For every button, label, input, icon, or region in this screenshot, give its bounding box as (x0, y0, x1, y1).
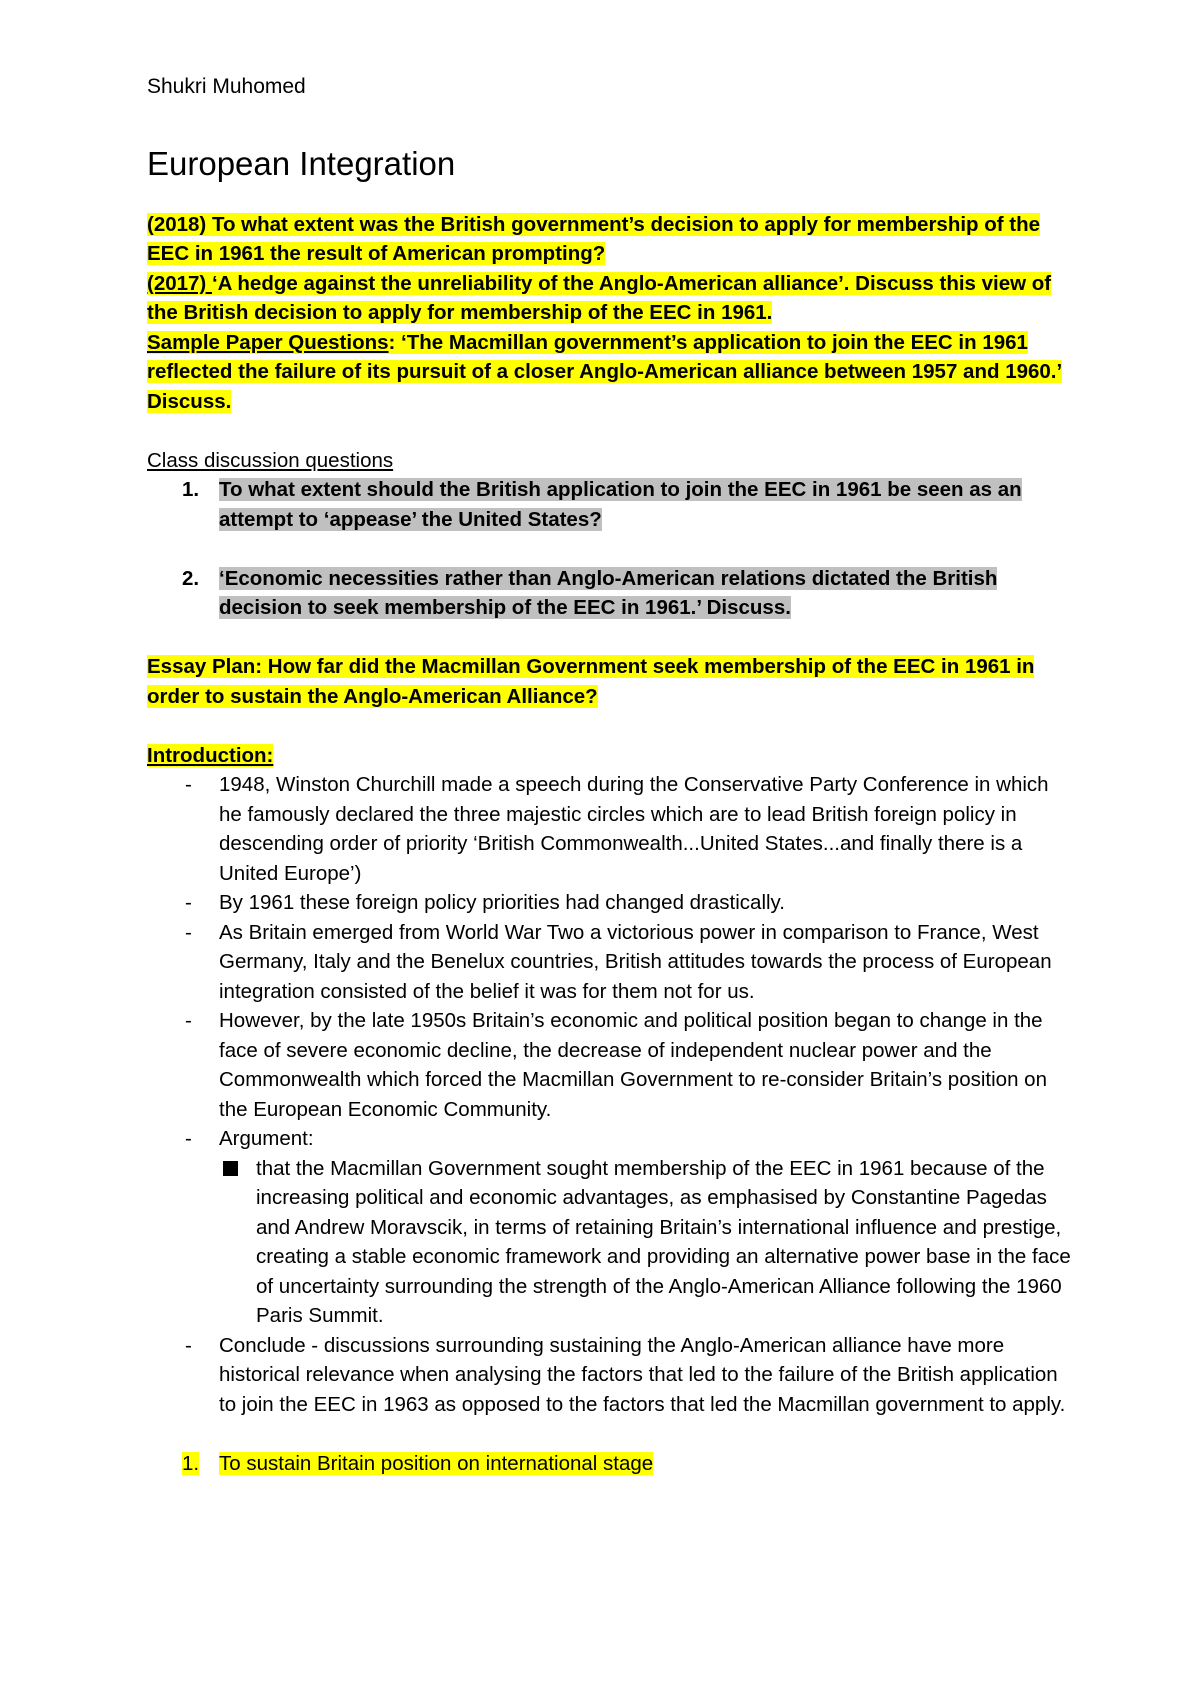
argument-text: that the Macmillan Government sought membership of the EEC in 1961 because of the increasing political and economic advantages, as emphasised by Constantine Pagedas and Andrew Moravscik, in terms of retaining Britain’s international influence and prestige, creating a stable economic framework and providing an alternative power base in the face of uncertainty surrounding the strength of the Anglo-American Alliance following the 1960 Paris Summit. (256, 1156, 1071, 1327)
bullet-dash: - (185, 1333, 192, 1357)
sample-paper-text: : ‘The Macmillan government’s application to join the EEC in 1961 reflected the failure of its pursuit of a closer Anglo-American alliance between 1957 and 1960.’ Discuss. (147, 330, 1063, 413)
sample-paper-tag: Sample Paper Questions (147, 330, 389, 354)
q2017-text: ‘A hedge against the unreliability of the Anglo-American alliance’. Discuss this view of the British decision to apply for membership of the EEC in 1961. (147, 271, 1052, 324)
bullet-dash: - (185, 1009, 192, 1032)
discussion-item (147, 564, 1077, 623)
q2018-text: To what extent was the British government’s decision to apply for membership of the EEC in 1961 the result of American prompting? (147, 212, 1041, 265)
section-number: 1. (182, 1451, 200, 1475)
bullet-text: By 1961 these foreign policy priorities had changed drastically. (219, 891, 785, 914)
list-item (147, 1006, 1077, 1124)
section-title: To sustain Britain position on international stage (219, 1451, 654, 1475)
exam-questions (147, 210, 1077, 417)
essay-plan: Essay Plan: How far did the Macmillan Government seek membership of the EEC in 1961 in order to sustain the Anglo-American Alliance? (147, 655, 1035, 708)
document-page (147, 72, 1077, 1478)
bullet-dash: - (185, 1127, 192, 1150)
list-item (147, 770, 1077, 888)
discussion-text: ‘Economic necessities rather than Anglo-American relations dictated the British decision to seek membership of the EEC in 1961.’ Discuss. (219, 566, 998, 619)
list-item (147, 1331, 1077, 1420)
bullet-dash: - (185, 773, 192, 796)
q2017-tag: (2017) (147, 271, 212, 295)
list-item (147, 1124, 1077, 1154)
list-item (147, 918, 1077, 1007)
square-bullet-icon (223, 1161, 238, 1176)
bullet-text: Argument: (219, 1127, 314, 1150)
section-heading (147, 1449, 1077, 1479)
discussion-item (147, 475, 1077, 534)
class-discussion-heading: Class discussion questions (147, 448, 394, 472)
discussion-number: 1. (182, 478, 200, 501)
list-item (147, 1154, 1077, 1331)
introduction-heading: Introduction: (147, 743, 274, 767)
bullet-text: However, by the late 1950s Britain’s economic and political position began to change in the face of severe economic decline, the decrease of independent nuclear power and the Commonwealth which forced the Macmillan Government to re-consider Britain’s position on the European Economic Community. (219, 1009, 1047, 1121)
bullet-dash: - (185, 891, 192, 914)
document-title: European Integration (147, 144, 456, 182)
bullet-text: 1948, Winston Churchill made a speech during the Conservative Party Conference in which he famously declared the three majestic circles which are to lead British foreign policy in descending order of priority ‘British Commonwealth...United States...and finally there is a United Europe’) (219, 773, 1049, 885)
list-item (147, 888, 1077, 918)
conclude-text: Conclude - discussions surrounding sustaining the Anglo-American alliance have more historical relevance when analysing the factors that led to the failure of the British application to join the EEC in 1963 as opposed to the factors that led the Macmillan government to apply. (219, 1333, 1066, 1416)
q2018-tag: (2018) (147, 212, 207, 236)
bullet-dash: - (185, 920, 192, 944)
author-name: Shukri Muhomed (147, 75, 306, 98)
bullet-text: As Britain emerged from World War Two a victorious power in comparison to France, West Germany, Italy and the Benelux countries, British attitudes towards the process of European integration consisted of the belief it was for them not for us. (219, 920, 1052, 1003)
discussion-text: To what extent should the British application to join the EEC in 1961 be seen as an attempt to ‘appease’ the United States? (219, 478, 1022, 531)
discussion-number: 2. (182, 566, 200, 590)
